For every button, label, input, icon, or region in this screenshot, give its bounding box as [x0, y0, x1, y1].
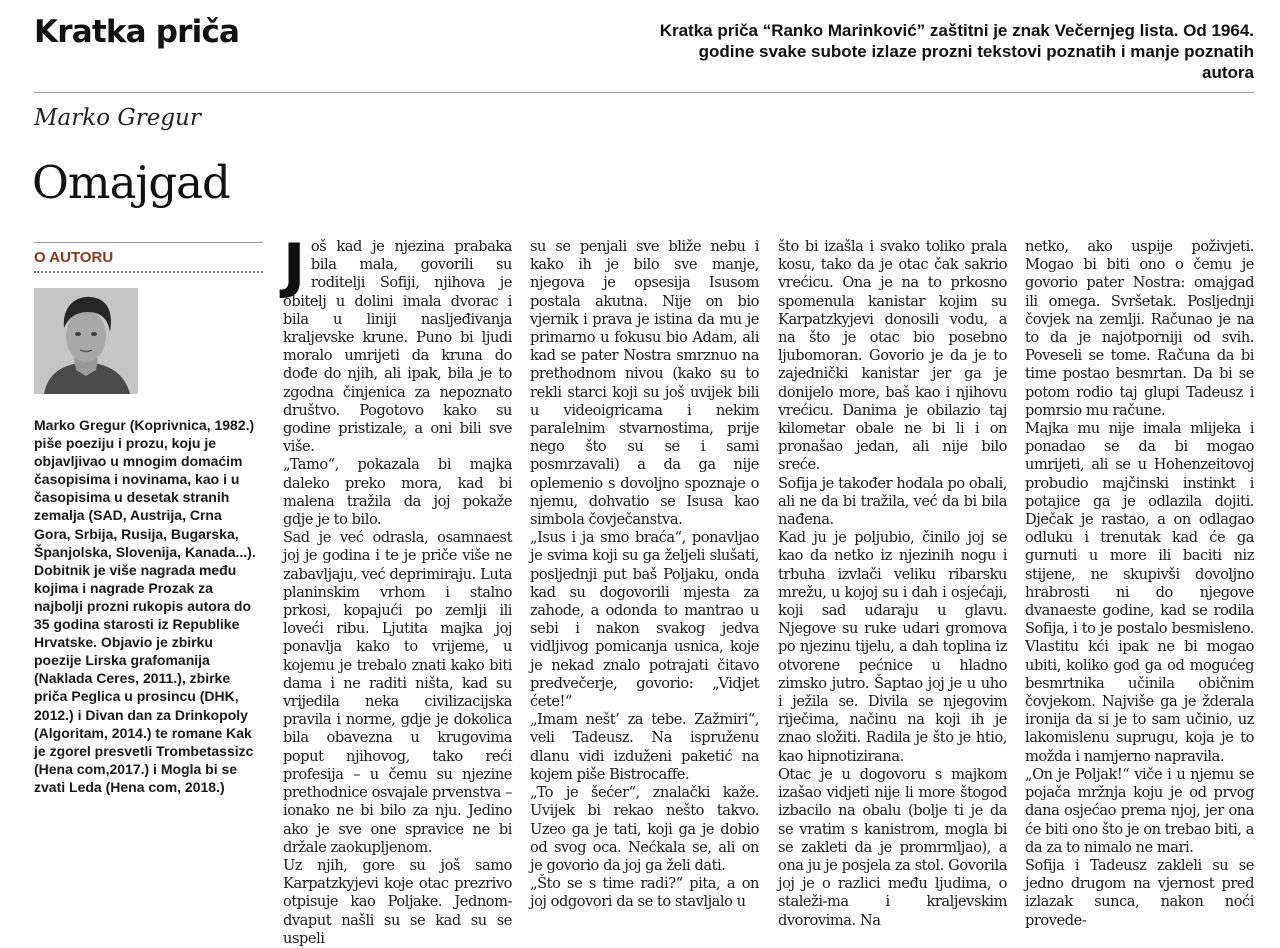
story-column-2	[530, 238, 759, 911]
paragraph: Sad je već odrasla, osamnaest joj je godina i te je priče više ne zabavljaju, već deprimiraju. Luta planinskim vrhom i stalno prkosi, kopajući po zemlji ili loveći ribu. Ljutita majka joj ponavlja kako to vrijeme, u kojemu je trebalo znati kako biti dama i ne raditi ništa, kad su vrijedila neka civilizacijska pravila i norme, gdje je dokolica bila obavezna u krugovima poput njihovog, tako reći profesija – u čemu su njezine prethodnice osvajale prvenstva – ionako ne bi bilo za nju. Jedino ako je sve one spravice ne bi držale zaokupljenom.	[283, 529, 512, 856]
section-title: Kratka priča	[34, 14, 240, 50]
paragraph: Kad ju je poljubio, činilo joj se kao da netko iz njezinih nogu i trbuha izvlači veliku ribarsku mrežu, u kojoj su i dah i osjećaji, koji sad udaraju u glavu. Njegove su ruke udari gromova po njezinu tijelu, a dah toplina iz otvorene pećnice u hladno zimsko jutro. Šaptao joj je u uho i ježila se. Divila se njegovim riječima, načinu na koji ih je znao složiti. Radila je što je htio, kao hipnotizirana.	[778, 529, 1007, 765]
paragraph: su se penjali sve bliže nebu i kako ih je bilo sve manje, njegova je opsesija Isusom postala akutna. Nije on bio vjernik i prava je istina da mu je primarno u fokusu bio Adam, ali kad se pater Nostra smrznuo na prethodnom nivou (kako su to rekli starci koji su još uvijek bili u videoigricama i nekim paralelnim stvarnostima, prije nego što su se i sami posmrzavali) a da ga nije oplemenio s dovoljno spoznaje o njemu, dohvatio se Isusa kao simbola čovječanstva.	[530, 238, 759, 529]
paragraph: „Imam nešt’ za tebe. Zažmiri“, veli Tadeusz. Na ispruženu dlanu vidi izduženi paketić na kojem piše Bistrocaffe.	[530, 711, 759, 783]
drop-cap: J	[283, 231, 305, 301]
paragraph: što bi izašla i svako toliko prala kosu, tako da je otac čak sakrio vrećicu. Ona je na to prkosno spomenula kanistar kojim su Karpatzkyjevi donosili vodu, a na što je otac bio posebno ljubomoran. Govorio je da je to zajednički kanistar jer ga je donijelo more, baš kao i njihovu vrećicu. Danima je obilazio taj kilometar obale ne bi li i on pronašao jedan, ali nije bilo sreće.	[778, 238, 1007, 474]
paragraph: Otac je u dogovoru s majkom izašao vidjeti nije li more štogod izbacilo na obalu (bolje ti je da se vratim s kanistrom, mogla bi se zakleti da je promrmljao), a ona ju je posjela za stol. Govorila joj je o razlici među ljudima, o staleži-ma i kraljevskim dvorovima. Na	[778, 765, 1007, 929]
paragraph: oš kad je njezina prabaka bila mala, govorili su roditelji Sofiji, njihova je obitelj u dolini imala dvorac i bila u liniji nasljeđivanja kraljevske krune. Puno bi ljudi moralo umrijeti da kruna do dođe do njih, ali ipak, bila je to zgodna činjenica za nepoznato društvo. Pogotovo kako su godine pristizale, a oni bili sve više.	[283, 238, 512, 456]
about-author-label: O AUTORU	[34, 249, 114, 266]
author-bio: Marko Gregur (Koprivnica, 1982.) piše poeziju i prozu, koju je objavljivao u mnogim domaćim časopisima i novinama, kao i u časopisima u desetak stranih zemalja (SAD, Austrija, Crna Gora, Srbija, Rusija, Bugarska, Španjolska, Slovenija, Kanada...). Dobitnik je više nagrada među kojima i nagrade Prozak za najbolji prozni rukopis autora do 35 godina starosti iz Republike Hrvatske. Objavio je zbirku poezije Lirska grafomanija (Naklada Ceres, 2011.), zbirke priča Peglica u prosincu (DHK, 2012.) i Divan dan za Drinkopoly (Algoritam, 2014.) te romane Kak je zgorel presvetli Trombetassizc (Hena com,2017.) i Mogla bi se zvati Leda (Hena com, 2018.)	[34, 417, 256, 795]
paragraph: „Što se s time radi?“ pita, a on joj odgovori da se to stavljalo u	[530, 875, 759, 911]
about-dotted-divider	[34, 271, 263, 273]
paragraph: „To je šećer“, znalački kaže. Uvijek bi rekao nešto takvo. Uzeo ga je tati, koji ga je dobio od svog oca. Nećkala se, ali on je govorio da joj ga želi dati.	[530, 784, 759, 874]
paragraph: netko, ako uspije poživjeti. Mogao bi biti ono o čemu je govorio pater Nostra: omajgad ili omega. Svršetak. Posljednji čovjek na zemlji. Računao je na to da je najotporniji od svih. Poveseli se tome. Računa da bi time postao besmrtan. Da bi se potom rodio taj glupi Tadeusz i pomrsio mu račune.	[1025, 238, 1254, 419]
paragraph: „On je Poljak!“ viče i u njemu se pojača mržnja koju je od prvog dana osjećao prema njoj, jer ona će biti ono što je on trebao biti, a da za to nimalo ne mari.	[1025, 765, 1254, 856]
header-divider	[34, 92, 1254, 93]
story-author: Marko Gregur	[34, 105, 201, 131]
paragraph: Majka mu nije imala mlijeka i ponadao se da bi mogao umrijeti, ali se u Hohenzeitovoj probudio majčinski instinkt i potajice ga je odlazila dojiti. Dječak je rastao, a on odlagao odluku i trenutak kad će ga gurnuti u more ili baciti niz stijene, ne skupivši dovoljno hrabrosti ni do njegove dvanaeste godine, kad se rodila Sofija, i to je postalo besmisleno. Vlastitu kći ipak ne bi mogao ubiti, koliko god ga od mogućeg besmrtnika učinila običnim čovjekom. Najviše ga je žderala ironija da si je to sam učinio, uz lakomislenu suprugu, koja je to možda i namjerno napravila.	[1025, 420, 1254, 765]
paragraph: Uz njih, gore su još samo Karpatzkyjevi koje otac prezrivo otpisuje kao Poljake. Jednom-dvaput našli su se kad su se uspeli	[283, 856, 512, 947]
series-tagline: Kratka priča “Ranko Marinković” zaštitni je znak Večernjeg lista. Od 1964. godine svake subote izlaze prozni tekstovi poznatih i manje poznatih autora	[659, 21, 1254, 82]
story-column-1	[283, 231, 512, 947]
story-column-4	[1025, 238, 1254, 929]
about-divider	[34, 242, 263, 243]
paragraph: „Isus i ja smo braća“, ponavljao je svima koji su ga željeli slušati, posljednji put baš Poljaku, onda kad su dogovorili mjesta za zahode, a odonda to mantrao u sebi i nakon svakog jedva vidljivog pomicanja usnica, koje je nekad znalo potrajati čitavo predvečerje, govorio: „Vidjet ćete!“	[530, 529, 759, 711]
paragraph: „Tamo“, pokazala bi majka daleko preko mora, kad bi malena tražila da joj pokaže gdje je to bilo.	[283, 456, 512, 529]
author-photo	[34, 288, 138, 394]
paragraph: Sofija je također hodala po obali, ali ne da bi tražila, već da bi bila nađena.	[778, 474, 1007, 529]
story-column-3	[778, 238, 1007, 929]
paragraph: Sofija i Tadeusz zakleli su se jedno drugom na vjernost pred izlazak sunca, nakon noći provede-	[1025, 856, 1254, 929]
story-title: Omajgad	[32, 156, 230, 209]
